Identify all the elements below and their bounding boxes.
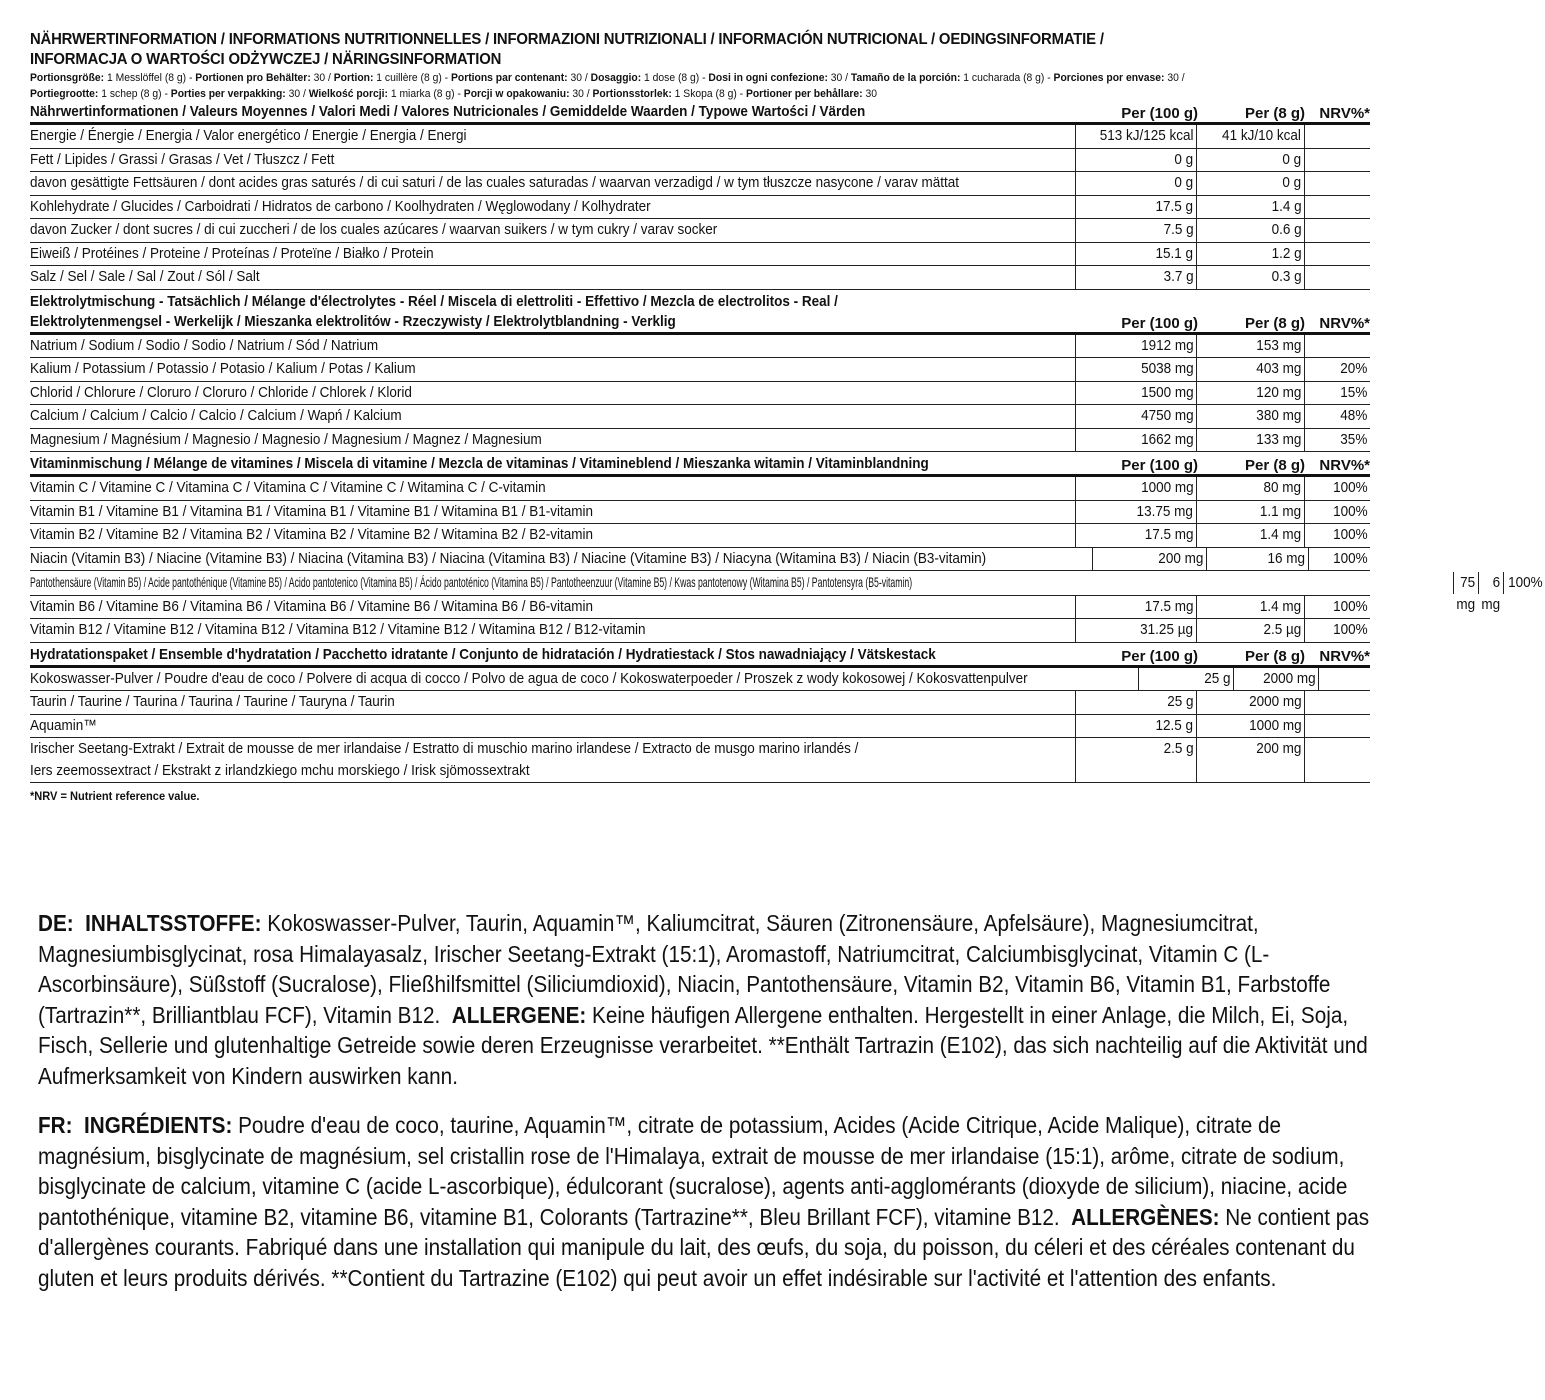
nrv-percent: 100% — [1332, 502, 1368, 520]
section-title-text: Elektrolytmischung - Tatsächlich / Mélange d'électrolytes - Réel / Miscela di elettroliti - Effettivo / Mezcla de electrolitos - Real / — [30, 292, 838, 310]
column-header: Per (100 g) — [1121, 314, 1198, 332]
nrv-percent-cell — [1318, 668, 1370, 691]
section-title-text-2: Elektrolytenmengsel - Werkelijk / Mieszanka elektrolitów - Rzeczywisty / Elektrolytblandning - Verklig — [30, 312, 676, 330]
nutrient-name — [30, 738, 1075, 782]
value-per-100g-cell — [1075, 501, 1196, 524]
section-title-text: Nährwertinformationen / Valeurs Moyennes / Valori Medi / Valores Nutricionales / Gemiddelde Waarden / Typowe Wartości / Värden — [30, 103, 866, 120]
table-row — [30, 548, 1370, 572]
value-per-serving-cell — [1196, 429, 1304, 452]
table-row — [30, 715, 1370, 739]
table-row — [30, 196, 1370, 220]
value-per-100g: 1500 mg — [1140, 383, 1194, 401]
value-per-100g-cell — [1075, 243, 1196, 266]
nrv-percent-cell — [1304, 477, 1370, 500]
serving-value: 1 Messlöffel (8 g) - — [104, 72, 196, 84]
nutrient-name-text: Vitamin B2 / Vitamine B2 / Vitamina B2 / Vitamina B2 / Vitamine B2 / Witamina B2 / B2-vitamin — [30, 526, 594, 543]
value-per-100g: 1000 mg — [1140, 479, 1194, 496]
nrv-percent: 35% — [1340, 430, 1368, 448]
table-row — [30, 219, 1370, 243]
value-per-100g: 513 kJ/125 kcal — [1099, 127, 1194, 144]
column-header: Per (8 g) — [1244, 457, 1305, 474]
nutrient-name-text: Fett / Lipides / Grassi / Grasas / Vet / Tłuszcz / Fett — [30, 150, 335, 168]
nutrient-name-text: Irischer Seetang-Extrakt / Extrait de mousse de mer irlandaise / Estratto di muschio marino irlandese / Extracto de musgo marino irlandés / — [30, 740, 859, 757]
nrv-percent-cell — [1304, 335, 1370, 358]
serving-key: Dosaggio: — [590, 72, 642, 84]
nutrient-name-text: davon gesättigte Fettsäuren / dont acides gras saturés / di cui saturi / de las cuales saturadas / waarvan verzadigd / w tym tłuszcze nasycone / varav mättat — [30, 174, 959, 191]
value-per-serving: 120 mg — [1256, 383, 1302, 401]
value-per-100g-cell — [1075, 125, 1196, 148]
table-row — [30, 524, 1370, 548]
nrv-percent: 15% — [1340, 383, 1368, 401]
value-per-100g: 200 mg — [1158, 549, 1204, 567]
value-per-serving: 2000 mg — [1248, 693, 1302, 710]
value-per-serving-cell — [1206, 548, 1308, 571]
serving-key: Portionen pro Behälter: — [195, 72, 311, 84]
ingredients-heading-de: INHALTSSTOFFE: — [85, 910, 262, 936]
value-per-serving-cell — [1196, 691, 1304, 714]
table-row — [30, 477, 1370, 501]
value-per-serving: 0 g — [1282, 150, 1302, 168]
value-per-100g-cell — [1453, 572, 1478, 613]
serving-value: 30 / — [569, 88, 593, 100]
nutrient-name-text: Kohlehydrate / Glucides / Carboidrati / Hidratos de carbono / Koolhydraten / Węglowodany / Kolhydrater — [30, 197, 651, 215]
value-per-100g-cell — [1075, 477, 1196, 500]
nutrient-name — [30, 596, 1075, 619]
value-per-serving-cell — [1196, 477, 1304, 500]
nutrient-name — [30, 335, 1075, 358]
value-per-serving: 0.3 g — [1271, 268, 1302, 285]
value-per-serving: 80 mg — [1263, 479, 1302, 496]
nutrient-name — [30, 149, 1075, 172]
value-per-100g-cell — [1075, 405, 1196, 428]
value-per-serving-cell — [1196, 382, 1304, 405]
serving-info-line2 — [30, 86, 1370, 102]
table-row — [30, 358, 1370, 382]
column-header: Per (8 g) — [1244, 647, 1305, 665]
column-header: Per (100 g) — [1121, 647, 1198, 665]
value-per-100g: 1912 mg — [1140, 336, 1194, 354]
nrv-percent-cell — [1304, 524, 1370, 547]
nrv-percent-cell — [1304, 619, 1370, 642]
value-per-100g: 3.7 g — [1163, 268, 1194, 285]
value-per-serving-cell — [1196, 405, 1304, 428]
serving-value: 30 / — [827, 72, 851, 84]
nutrient-name-text: Chlorid / Chlorure / Cloruro / Cloruro / Chloride / Chlorek / Klorid — [30, 383, 412, 401]
table-row — [30, 501, 1370, 525]
allergen-heading-de: ALLERGENE: — [451, 1001, 587, 1028]
value-per-serving: 1.4 g — [1271, 197, 1302, 215]
value-per-serving: 1.4 mg — [1260, 597, 1302, 615]
table-row — [30, 125, 1370, 149]
value-per-serving: 0.6 g — [1271, 221, 1302, 238]
column-header: Per (100 g) — [1121, 105, 1198, 122]
ingredients-fr — [38, 1110, 1378, 1293]
nutrition-panel — [30, 30, 1543, 803]
value-per-100g-cell — [1092, 548, 1206, 571]
nutrient-name — [30, 691, 1075, 714]
nutrient-name — [30, 619, 1075, 642]
section-title-text: Hydratationspaket / Ensemble d'hydratation / Pacchetto idratante / Conjunto de hidratación / Hydratiestack / Stos nawadniający / Vätskestack — [30, 645, 936, 663]
column-header: Per (8 g) — [1244, 105, 1305, 122]
serving-key: Portionsstorlek: — [592, 88, 672, 100]
lang-code-de: DE: — [38, 910, 74, 936]
nutrient-name — [30, 125, 1075, 148]
nutrient-name-text: Energie / Énergie / Energia / Valor energético / Energie / Energia / Energi — [30, 127, 467, 144]
nrv-percent-cell — [1304, 243, 1370, 266]
value-per-100g-cell — [1075, 596, 1196, 619]
value-per-100g-cell — [1075, 382, 1196, 405]
nrv-percent-cell — [1304, 149, 1370, 172]
table-row — [30, 738, 1370, 783]
ingredients-text-fr: Poudre d'eau de coco, taurine, Aquamin™, citrate de potassium, Acides (Acide Citrique, Acide Malique), citrate de magnésium, bisglycinate de magnésium, sel cristallin rose de l'Himalaya, extrait de mousse de mer irlandaise (15:1), arôme, citrate de sodium, bisglycinate de calcium, vitamine C (acide L-ascorbique), édulcorant (sucralose), agents anti-agglomérants (dioxyde de silicium), niacine, acide pantothénique, vitamine B2, vitamine B6, vitamine B1, Colorants (Tartrazine**, Bleu Brillant FCF), vitamine B12. — [38, 1112, 1348, 1230]
nrv-percent-cell — [1304, 382, 1370, 405]
serving-key: Porties per verpakking: — [170, 88, 286, 100]
nutrient-name — [30, 477, 1075, 500]
column-header: Per (8 g) — [1244, 314, 1305, 332]
allergen-text-de: Keine häufigen Allergene enthalten. Hergestellt in einer Anlage, die Milch, Ei, Soja, Fisch, Sellerie und glutenhaltige Getreide sowie deren Erzeugnisse verarbeitet. **Enthält Tartrazin (E102), das sich nachteilig auf die Aktivität und Aufmerksamkeit von Kindern auswirken kann. — [38, 1001, 1368, 1089]
table-row — [30, 619, 1370, 643]
value-per-serving-cell — [1196, 172, 1304, 195]
serving-value: 1 cucharada (8 g) - — [960, 72, 1054, 84]
table-row — [30, 243, 1370, 267]
column-header: Per (100 g) — [1121, 457, 1198, 474]
table-row — [30, 668, 1370, 692]
value-per-serving: 1.4 mg — [1260, 526, 1302, 543]
nrv-percent-cell — [1304, 596, 1370, 619]
value-per-serving: 133 mg — [1256, 430, 1302, 448]
value-per-serving: 0 g — [1282, 174, 1302, 191]
nrv-percent: 100% — [1332, 526, 1368, 543]
nrv-percent: 100% — [1507, 573, 1543, 591]
section-header — [30, 452, 1370, 477]
value-per-serving-cell — [1196, 619, 1304, 642]
table-row — [30, 691, 1370, 715]
serving-key: Dosi in ogni confezione: — [708, 72, 828, 84]
value-per-100g: 1662 mg — [1140, 430, 1194, 448]
nutrient-name — [30, 172, 1075, 195]
nutrient-name-text: Niacin (Vitamin B3) / Niacine (Vitamine B3) / Niacina (Vitamina B3) / Niacina (Vitamina B3) / Niacine (Vitamine B3) / Niacyna (Witamina B3) / Niacin (B3-vitamin) — [30, 549, 987, 567]
nrv-percent: 20% — [1340, 360, 1368, 377]
value-per-serving-cell — [1233, 668, 1318, 691]
ingredients-de — [38, 908, 1378, 1091]
value-per-100g: 25 g — [1204, 669, 1231, 687]
value-per-100g-cell — [1075, 172, 1196, 195]
serving-value: 1 schep (8 g) - — [98, 88, 171, 100]
serving-key: Portiegrootte: — [30, 88, 99, 100]
nrv-percent-cell — [1304, 219, 1370, 242]
value-per-serving: 2000 mg — [1262, 669, 1316, 687]
nutrient-name — [30, 571, 1453, 595]
value-per-100g-cell — [1075, 335, 1196, 358]
table-row — [30, 172, 1370, 196]
serving-key: Wielkość porcji: — [308, 88, 388, 100]
value-per-serving-cell — [1196, 125, 1304, 148]
nutrient-name-text: Kalium / Potassium / Potassio / Potasio / Kalium / Potas / Kalium — [30, 360, 416, 377]
value-per-serving-cell — [1196, 501, 1304, 524]
serving-value: 1 cuillère (8 g) - — [373, 72, 451, 84]
value-per-serving: 2.5 µg — [1263, 621, 1302, 638]
value-per-serving-cell — [1196, 149, 1304, 172]
nrv-percent-cell — [1304, 715, 1370, 738]
value-per-100g-cell — [1075, 149, 1196, 172]
nrv-percent-cell — [1308, 548, 1370, 571]
section-title — [30, 645, 1078, 665]
value-per-100g-cell — [1075, 196, 1196, 219]
value-per-serving: 1.2 g — [1271, 244, 1302, 262]
table-row — [30, 335, 1370, 359]
value-per-100g: 25 g — [1167, 693, 1194, 710]
serving-key: Tamaño de la porción: — [850, 72, 961, 84]
value-per-100g-cell — [1075, 691, 1196, 714]
nutrient-name-text: Vitamin B12 / Vitamine B12 / Vitamina B12 / Vitamina B12 / Vitamine B12 / Witamina B12 / B12-vitamin — [30, 621, 646, 638]
value-per-serving: 16 mg — [1267, 549, 1306, 567]
ingredients-heading-fr: INGRÉDIENTS: — [83, 1112, 233, 1138]
section-header — [30, 102, 1370, 125]
value-per-serving: 41 kJ/10 kcal — [1222, 127, 1302, 144]
value-per-serving: 1000 mg — [1248, 716, 1302, 734]
nrv-percent: 48% — [1340, 407, 1368, 424]
value-per-serving-cell — [1196, 524, 1304, 547]
serving-key: Portion: — [333, 72, 374, 84]
nutrient-name-text: Vitamin C / Vitamine C / Vitamina C / Vitamina C / Vitamine C / Witamina C / C-vitamin — [30, 479, 546, 496]
value-per-100g: 15.1 g — [1155, 244, 1194, 262]
value-per-serving-cell — [1196, 219, 1304, 242]
nutrient-name-text: Eiweiß / Protéines / Proteine / Proteínas / Proteïne / Białko / Protein — [30, 244, 434, 262]
serving-info-line1 — [30, 70, 1370, 86]
value-per-100g-cell — [1075, 619, 1196, 642]
serving-value: 30 / — [310, 72, 334, 84]
table-row — [30, 596, 1370, 620]
value-per-serving: 380 mg — [1256, 407, 1302, 424]
value-per-100g: 4750 mg — [1140, 407, 1194, 424]
nutrient-name-text: Taurin / Taurine / Taurina / Taurina / Taurine / Tauryna / Taurin — [30, 693, 395, 710]
nrv-percent: 100% — [1332, 549, 1368, 567]
table-row — [30, 266, 1370, 290]
table-row — [30, 429, 1370, 453]
section-header — [30, 290, 1370, 335]
value-per-serving: 200 mg — [1256, 740, 1302, 757]
serving-key: Porciones por envase: — [1053, 72, 1165, 84]
value-per-100g: 7.5 g — [1163, 221, 1194, 238]
nrv-percent-cell — [1304, 266, 1370, 289]
nutrient-name-text: Pantothensäure (Vitamin B5) / Acide pantothénique (Vitamine B5) / Acido pantotenico (Vitamina B5) / Ácido pantoténico (Vitamina B5) / Pantotheenzuur (Vitamine B5) / Kwas pantotenowy (Witamina B5) / Pantotensyra (B5-vitamin) — [30, 574, 913, 590]
serving-value: 30 / — [567, 72, 591, 84]
value-per-100g-cell — [1138, 668, 1233, 691]
nrv-percent-cell — [1304, 501, 1370, 524]
nrv-percent: 100% — [1332, 621, 1368, 638]
column-header: NRV%* — [1319, 647, 1370, 665]
nutrient-name — [30, 524, 1075, 547]
column-header: NRV%* — [1319, 105, 1370, 122]
value-per-serving: 1.1 mg — [1260, 502, 1302, 520]
value-per-100g-cell — [1075, 358, 1196, 381]
value-per-100g: 0 g — [1174, 150, 1194, 168]
serving-value: 30 — [862, 88, 877, 100]
nutrient-name — [30, 405, 1075, 428]
value-per-100g: 17.5 mg — [1144, 526, 1194, 543]
value-per-serving-cell — [1478, 572, 1503, 613]
panel-title-line1: NÄHRWERTINFORMATION / INFORMATIONS NUTRITIONNELLES / INFORMAZIONI NUTRIZIONALI / INFORMACIÓN NUTRICIONAL / OEDINGSINFORMATIE / — [30, 31, 1104, 48]
value-per-100g: 17.5 mg — [1144, 597, 1194, 615]
nutrient-name-text: Natrium / Sodium / Sodio / Sodio / Natrium / Sód / Natrium — [30, 336, 379, 354]
nutrient-name-text: Aquamin™ — [30, 716, 97, 734]
nutrient-name-text: davon Zucker / dont sucres / di cui zuccheri / de los cuales azúcares / waarvan suikers / w tym cukry / varav socker — [30, 221, 718, 238]
table-row — [30, 149, 1370, 173]
nutrient-name-text: Salz / Sel / Sale / Sal / Zout / Sól / Salt — [30, 268, 260, 285]
ingredients-text-de: Kokoswasser-Pulver, Taurin, Aquamin™, Kaliumcitrat, Säuren (Zitronensäure, Apfelsäure), Magnesiumcitrat, Magnesiumbisglycinat, rosa Himalayasalz, Irischer Seetang-Extrakt (15:1), Aromastoff, Natriumcitrat, Calciumbisglycinat, Vitamin C (L-Ascorbinsäure), Süßstoff (Sucralose), Fließhilfsmittel (Siliciumdioxid), Niacin, Pantothensäure, Vitamin B2, Vitamin B6, Vitamin B1, Farbstoffe (Tartrazin**, Brilliantblau FCF), Vitamin B12. — [38, 910, 1331, 1028]
value-per-100g: 2.5 g — [1163, 740, 1194, 757]
nrv-percent-cell — [1304, 172, 1370, 195]
panel-title-line2: INFORMACJA O WARTOŚCI ODŻYWCZEJ / NÄRINGSINFORMATION — [30, 51, 502, 68]
nrv-percent-cell — [1304, 358, 1370, 381]
value-per-serving-cell — [1196, 266, 1304, 289]
nutrient-name — [30, 429, 1075, 452]
value-per-100g: 17.5 g — [1155, 197, 1194, 215]
nrv-percent-cell — [1304, 691, 1370, 714]
nutrient-name-text: Calcium / Calcium / Calcio / Calcio / Calcium / Wapń / Kalcium — [30, 407, 402, 424]
value-per-100g: 31.25 µg — [1140, 621, 1194, 638]
column-header: NRV%* — [1319, 314, 1370, 332]
nutrition-table — [30, 102, 1543, 783]
nrv-percent-cell — [1304, 405, 1370, 428]
nrv-footnote: *NRV = Nutrient reference value. — [30, 789, 200, 803]
value-per-100g-cell — [1075, 219, 1196, 242]
nrv-percent: 100% — [1332, 597, 1368, 615]
serving-key: Portions par contenant: — [450, 72, 568, 84]
value-per-100g: 12.5 g — [1155, 716, 1194, 734]
nrv-percent-cell — [1304, 738, 1370, 782]
value-per-100g-cell — [1075, 715, 1196, 738]
value-per-100g: 5038 mg — [1140, 360, 1194, 377]
lang-code-fr: FR: — [38, 1112, 73, 1138]
nutrient-name — [30, 243, 1075, 266]
section-header — [30, 643, 1370, 668]
serving-value: 1 miarka (8 g) - — [387, 88, 464, 100]
value-per-100g-cell — [1075, 266, 1196, 289]
value-per-serving-cell — [1196, 335, 1304, 358]
value-per-serving-cell — [1196, 243, 1304, 266]
table-row — [30, 405, 1370, 429]
value-per-serving-cell — [1196, 358, 1304, 381]
value-per-serving-cell — [1196, 196, 1304, 219]
nrv-percent-cell — [1503, 572, 1545, 595]
nutrient-name-text: Kokoswasser-Pulver / Poudre d'eau de coco / Polvere di acqua di cocco / Polvo de agua de coco / Kokoswaterpoeder / Proszek z wody kokosowej / Kokosvattenpulver — [30, 669, 1028, 687]
section-title — [30, 102, 1078, 122]
nutrient-name — [30, 196, 1075, 219]
nrv-percent: 100% — [1332, 479, 1368, 496]
allergen-heading-fr: ALLERGÈNES: — [1071, 1203, 1220, 1230]
value-per-serving: 6 mg — [1481, 573, 1500, 613]
section-title-text: Vitaminmischung / Mélange de vitamines / Miscela di vitamine / Mezcla de vitaminas / Vitamineblend / Mieszanka witamin / Vitaminblandning — [30, 455, 929, 472]
value-per-100g: 13.75 mg — [1137, 502, 1194, 520]
value-per-serving-cell — [1196, 715, 1304, 738]
serving-key: Portioner per behållare: — [745, 88, 863, 100]
serving-key: Portionsgröße: — [30, 72, 105, 84]
value-per-100g: 75 mg — [1456, 573, 1475, 613]
serving-value: 30 / — [1164, 72, 1185, 84]
nrv-percent-cell — [1304, 429, 1370, 452]
nrv-percent-cell — [1304, 196, 1370, 219]
nutrient-name — [30, 266, 1075, 289]
serving-value: 1 Skopa (8 g) - — [671, 88, 746, 100]
nutrient-name-text-2: Iers zeemossextract / Ekstrakt z irlandzkiego mchu morskiego / Irisk sjömossextrakt — [30, 762, 530, 779]
nutrient-name — [30, 358, 1075, 381]
nutrient-name-text: Vitamin B1 / Vitamine B1 / Vitamina B1 / Vitamina B1 / Vitamine B1 / Witamina B1 / B1-vitamin — [30, 502, 594, 520]
serving-value: 1 dose (8 g) - — [641, 72, 709, 84]
nutrient-name — [30, 219, 1075, 242]
nutrient-name — [30, 715, 1075, 738]
serving-key: Porcji w opakowaniu: — [463, 88, 570, 100]
value-per-100g: 0 g — [1174, 174, 1194, 191]
value-per-serving: 403 mg — [1256, 360, 1302, 377]
nutrient-name-text: Magnesium / Magnésium / Magnesio / Magnesio / Magnesium / Magnez / Magnesium — [30, 430, 542, 448]
nrv-percent-cell — [1304, 125, 1370, 148]
nutrient-name — [30, 668, 1138, 691]
section-title — [30, 292, 1078, 332]
serving-value: 30 / — [285, 88, 309, 100]
value-per-serving-cell — [1196, 596, 1304, 619]
value-per-serving: 153 mg — [1256, 336, 1302, 354]
allergen-text-fr: Ne contient pas d'allergènes courants. Fabriqué dans une installation qui manipule du lait, des œufs, du soja, du poisson, du céleri et des céréales contenant du gluten et leurs produits dérivés. **Contient du Tartrazine (E102) qui peut avoir un effet indésirable sur l'activité et l'attention des enfants. — [38, 1203, 1370, 1291]
nutrient-name — [30, 501, 1075, 524]
value-per-serving-cell — [1196, 738, 1304, 782]
nutrient-name-text: Vitamin B6 / Vitamine B6 / Vitamina B6 / Vitamina B6 / Vitamine B6 / Witamina B6 / B6-vitamin — [30, 597, 594, 615]
value-per-100g-cell — [1075, 524, 1196, 547]
value-per-100g-cell — [1075, 738, 1196, 782]
nutrient-name — [30, 548, 1092, 571]
nutrient-name — [30, 382, 1075, 405]
table-row — [30, 382, 1370, 406]
value-per-100g-cell — [1075, 429, 1196, 452]
column-header: NRV%* — [1319, 457, 1370, 474]
section-title — [30, 454, 1078, 474]
